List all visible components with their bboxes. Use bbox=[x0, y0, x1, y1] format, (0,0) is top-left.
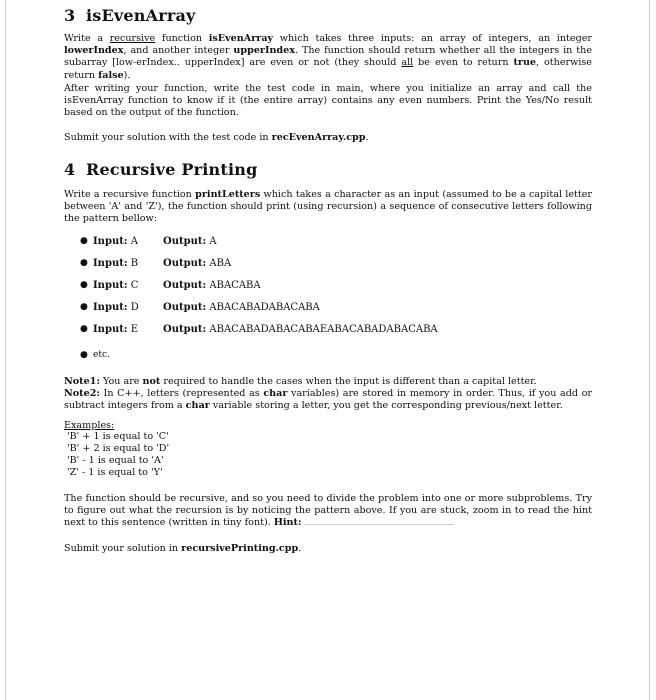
emphasis-not: not bbox=[142, 376, 161, 387]
output-label bbox=[163, 236, 217, 247]
output-label bbox=[163, 324, 438, 335]
output-value: ABACABADABACABAEABACABADABACABA bbox=[209, 324, 438, 335]
bullet-icon: ● bbox=[80, 350, 88, 360]
input-value: A bbox=[130, 236, 138, 247]
filename-recEvenArray: recEvenArray.cpp bbox=[271, 132, 366, 143]
keyword-char: char bbox=[263, 388, 288, 400]
text: which takes a character as an input (assumed to be a capital letter between 'A' and 'Z'), the function should print (using recursion) a sequence of consecutive letters following the pattern bellow: bbox=[64, 189, 593, 225]
page-right-edge bbox=[649, 0, 650, 700]
input-label bbox=[93, 236, 138, 247]
text: ). bbox=[123, 69, 131, 81]
keyword-false: false bbox=[98, 69, 124, 81]
all-underlined: all bbox=[401, 57, 414, 69]
function-name-printLetters: printLetters bbox=[195, 189, 261, 200]
text: . bbox=[298, 543, 302, 554]
input-label bbox=[93, 258, 138, 269]
text: . The function should return whether all the integers in the subarray [low-erIndex.. upperIndex] are even or not (they should bbox=[64, 45, 592, 69]
text: be even to return bbox=[413, 57, 514, 69]
text: variables) are stored in memory in order. Thus, if you add or subtract integers from a bbox=[64, 388, 592, 412]
param-lowerIndex: lowerIndex bbox=[64, 45, 124, 57]
text: Write a recursive function bbox=[64, 189, 196, 200]
recursive-underlined: recursive bbox=[109, 33, 156, 44]
output-label bbox=[163, 258, 231, 269]
bullet-icon: ● bbox=[80, 280, 88, 290]
output-value: A bbox=[209, 236, 217, 247]
text: Submit your solution with the test code in bbox=[64, 132, 272, 143]
output-word: Output: bbox=[163, 280, 207, 291]
section-4-number: 4 bbox=[64, 160, 76, 179]
text: variable storing a letter, you get the corresponding previous/next letter. bbox=[209, 400, 563, 412]
note-1 bbox=[64, 376, 592, 388]
section-4-title: Recursive Printing bbox=[86, 160, 258, 179]
section-4-submit-note bbox=[64, 543, 592, 555]
notes-block bbox=[64, 376, 592, 413]
section-3-number: 3 bbox=[64, 6, 76, 25]
output-value: ABA bbox=[209, 258, 232, 269]
etc-text: etc. bbox=[93, 350, 110, 360]
section-3-paragraph-1 bbox=[64, 33, 592, 82]
input-label bbox=[93, 280, 138, 291]
input-value: E bbox=[130, 324, 139, 335]
section-3-submit-note bbox=[64, 132, 592, 144]
input-word: Input: bbox=[93, 236, 128, 247]
text: You are bbox=[99, 376, 143, 387]
output-label bbox=[163, 280, 261, 291]
text: , otherwise return bbox=[64, 57, 592, 81]
section-4-paragraph-1 bbox=[64, 189, 592, 226]
input-value: B bbox=[130, 258, 139, 269]
text: In C++, letters (represented as bbox=[99, 388, 264, 400]
text: Submit your solution in bbox=[64, 543, 182, 554]
output-label bbox=[163, 302, 320, 313]
hint-tiny-text bbox=[304, 517, 454, 525]
char-examples-block bbox=[64, 420, 592, 479]
param-upperIndex: upperIndex bbox=[233, 45, 295, 57]
examples-heading: Examples: bbox=[64, 420, 115, 431]
text: function bbox=[155, 33, 209, 44]
input-label bbox=[93, 302, 139, 313]
bullet-icon: ● bbox=[80, 236, 88, 246]
output-value: ABACABA bbox=[209, 280, 261, 291]
bullet-icon: ● bbox=[80, 302, 88, 312]
text: The function should be recursive, and so you need to divide the problem into one or more subproblems. Try to figure out what the recursion is by noticing the pattern above. If you are stuck, zoom in to read the hint next to this sentence (written in tiny font). bbox=[64, 493, 592, 529]
section-4-heading bbox=[64, 160, 257, 179]
page-left-edge bbox=[5, 0, 6, 700]
char-example: 'B' - 1 is equal to 'A' bbox=[67, 455, 164, 466]
char-example: 'B' + 2 is equal to 'D' bbox=[67, 443, 170, 454]
filename-recursivePrinting: recursivePrinting.cpp bbox=[181, 543, 299, 554]
keyword-true: true bbox=[513, 57, 537, 69]
input-value: D bbox=[130, 302, 139, 313]
output-word: Output: bbox=[163, 324, 207, 335]
keyword-char: char bbox=[185, 400, 210, 412]
input-label bbox=[93, 324, 138, 335]
input-value: C bbox=[130, 280, 139, 291]
function-name-isEvenArray: isEvenArray bbox=[208, 33, 274, 44]
output-word: Output: bbox=[163, 302, 207, 313]
output-word: Output: bbox=[163, 236, 207, 247]
input-word: Input: bbox=[93, 302, 128, 313]
section-3-title: isEvenArray bbox=[86, 6, 196, 25]
hint-label: Hint: bbox=[273, 517, 302, 529]
output-word: Output: bbox=[163, 258, 207, 269]
section-3-paragraph-2: After writing your function, write the test code in main, where you initialize an array and call the isEvenArray function to know if it (the entire array) contains any even numbers. Print the Yes/No result based on the output of the function. bbox=[64, 83, 592, 119]
text: Write a bbox=[64, 33, 110, 44]
char-example: 'B' + 1 is equal to 'C' bbox=[67, 431, 169, 442]
section-3-heading bbox=[64, 6, 196, 25]
output-value: ABACABADABACABA bbox=[209, 302, 320, 313]
text: . bbox=[365, 132, 369, 143]
text: , and another integer bbox=[123, 45, 234, 57]
note-1-label: Note1: bbox=[64, 376, 100, 387]
note-2-label: Note2: bbox=[64, 388, 100, 400]
text: which takes three inputs: an array of integers, an integer bbox=[273, 33, 592, 44]
input-word: Input: bbox=[93, 280, 128, 291]
input-word: Input: bbox=[93, 258, 128, 269]
input-word: Input: bbox=[93, 324, 128, 335]
bullet-icon: ● bbox=[80, 324, 88, 334]
note-2 bbox=[64, 388, 592, 412]
text: required to handle the cases when the input is different than a capital letter. bbox=[160, 376, 537, 387]
section-4-paragraph-recursion bbox=[64, 493, 592, 530]
bullet-icon: ● bbox=[80, 258, 88, 268]
char-example: 'Z' - 1 is equal to 'Y' bbox=[67, 467, 163, 478]
